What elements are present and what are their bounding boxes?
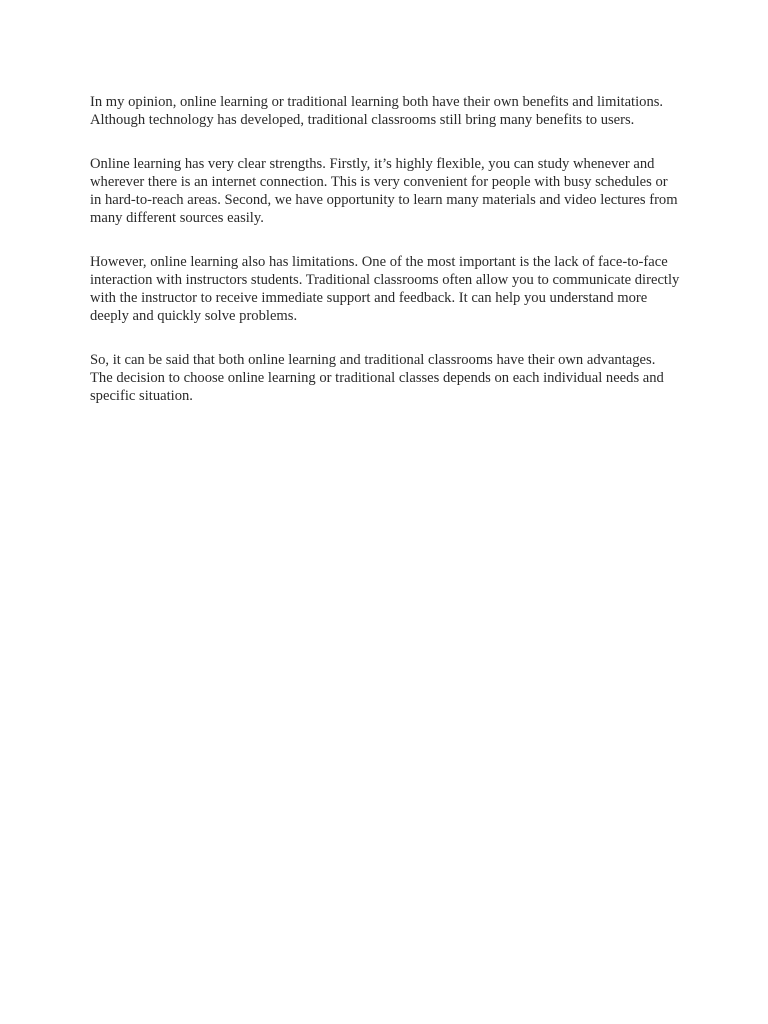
paragraph-limitations: However, online learning also has limitations. One of the most important is the lack of face-to-face interaction with instructors students. Traditional classrooms often allow you to communicate directly with the instructor to receive immediate support and feedback. It can help you understand more deeply and quickly solve problems. xyxy=(90,254,680,324)
paragraph-intro: In my opinion, online learning or traditional learning both have their own benefits and limitations. Although technology has developed, traditional classrooms still bring many benefits to users. xyxy=(90,94,664,128)
paragraph-conclusion: So, it can be said that both online learning and traditional classrooms have their own advantages. The decision to choose online learning or traditional classes depends on each individual needs and specific situation. xyxy=(90,352,664,404)
document-body xyxy=(90,93,680,431)
paragraph-strengths: Online learning has very clear strengths. Firstly, it’s highly flexible, you can study whenever and wherever there is an internet connection. This is very convenient for people with busy schedules or in hard-to-reach areas. Second, we have opportunity to learn many materials and video lectures from many different sources easily. xyxy=(90,156,678,226)
